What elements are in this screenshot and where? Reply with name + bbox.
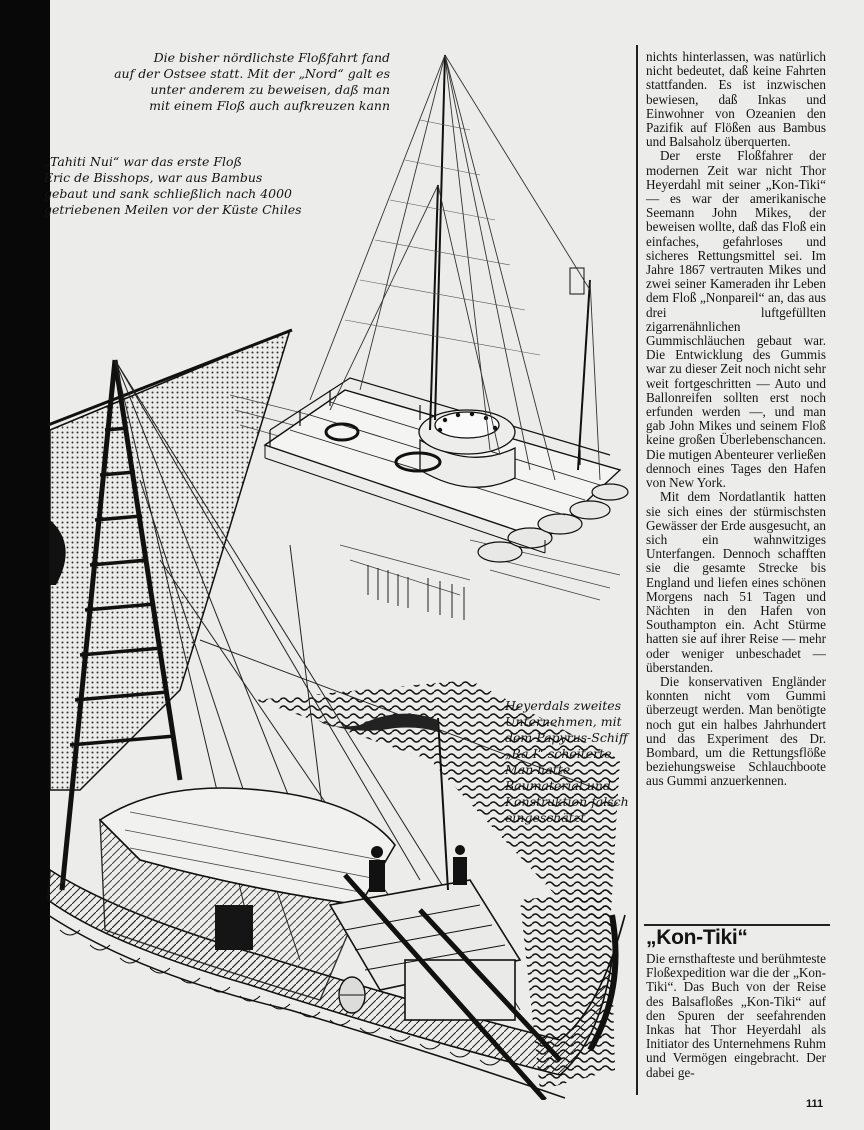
article-paragraph: nichts hinterlassen, was natürlich nicht bedeutet, daß keine Fahrten stattfanden. Es ist inzwischen bewiesen, daß Inkas und Einwohner von Ozeanien den Pazifik auf Flößen aus Bambus und Balsaholz überquerten. <box>646 49 826 150</box>
tahiti-nui-caption: „Tahiti Nui“ war das erste Floß Eric de Bisshops, war aus Bambus gebaut und sank schließlich nach 4000 getriebenen Meilen vor der Küste Chiles <box>44 154 302 217</box>
page-number: 111 <box>806 1098 824 1110</box>
article-paragraph: Mit dem Nordatlantik hatten sie sich eines der stürmischsten Gewässer der Erde ausgesucht, an sich ein wahnwitziges Unterfangen. Dennoch schafften sie die gesamte Strecke bis England und liefen eines schönen Morgens nach 51 Tagen und Nächten in den Hafen von Southampton ein. Acht Stürme hatten sie auf ihrer Reise — mehr oder weniger unbeschadet — überstanden. <box>646 489 826 675</box>
article-column <box>646 50 826 789</box>
kon-tiki-column <box>646 952 826 1080</box>
article-paragraph: Die ernsthafteste und berühmteste Floßexpedition war die der „Kon-Tiki“. Das Buch von der Reise des Balsafloßes „Kon-Tiki“ auf den Spuren der seefahrenden Inkas hat Thor Heyerdahl als Initiator des Unternehmens Ruhm und Vermögen eingebracht. Der dabei ge- <box>646 951 826 1080</box>
kon-tiki-heading: „Kon-Tiki“ <box>646 926 748 949</box>
nord-raft-drawing <box>230 55 628 620</box>
column-rule <box>636 45 638 1095</box>
ra-caption: Heyerdals zweites Unternehmen, mit dem Papyrus-Schiff „Ra I“ scheiterte. Man hatte Baumaterial und Konstruktion falsch eingeschätzt <box>505 698 629 825</box>
nord-caption: Die bisher nördlichste Floßfahrt fand auf der Ostsee statt. Mit der „Nord“ galt es unter anderem zu beweisen, daß man mit einem Floß auch aufkreuzen kann <box>114 50 390 113</box>
article-paragraph: Der erste Floßfahrer der modernen Zeit war nicht Thor Heyerdahl mit seiner „Kon-Tiki“ — es war der amerikanische Seemann John Mikes, der beweisen wollte, daß das Floß ein einfaches, gefahrloses und sicheres Rettungsmittel sei. Im Jahre 1867 vertrauten Mikes und zwei seiner Kameraden ihr Leben dem Floß „Nonpareil“ an, das aus drei luftgefüllten zigarrenähnlichen Gummischläuchen gebaut war. Die Entwicklung des Gummis war zu dieser Zeit noch nicht sehr weit fortgeschritten — Auto und Ballonreifen sollten erst noch erfunden werden —, und man gab John Mikes und seinem Floß keine großen Überlebenschancen. Die mutigen Abenteurer verließen dennoch eines Tages den Hafen von New York. <box>646 148 826 491</box>
article-paragraph: Die konservativen Engländer konnten nicht vom Gummi überzeugt werden. Man benötigte noch gut ein halbes Jahrhundert und das Experiment des Dr. Bombard, um die Rettungsflöße beziehungsweise Schlauchboote aus Gummi anzuerkennen. <box>646 673 826 789</box>
